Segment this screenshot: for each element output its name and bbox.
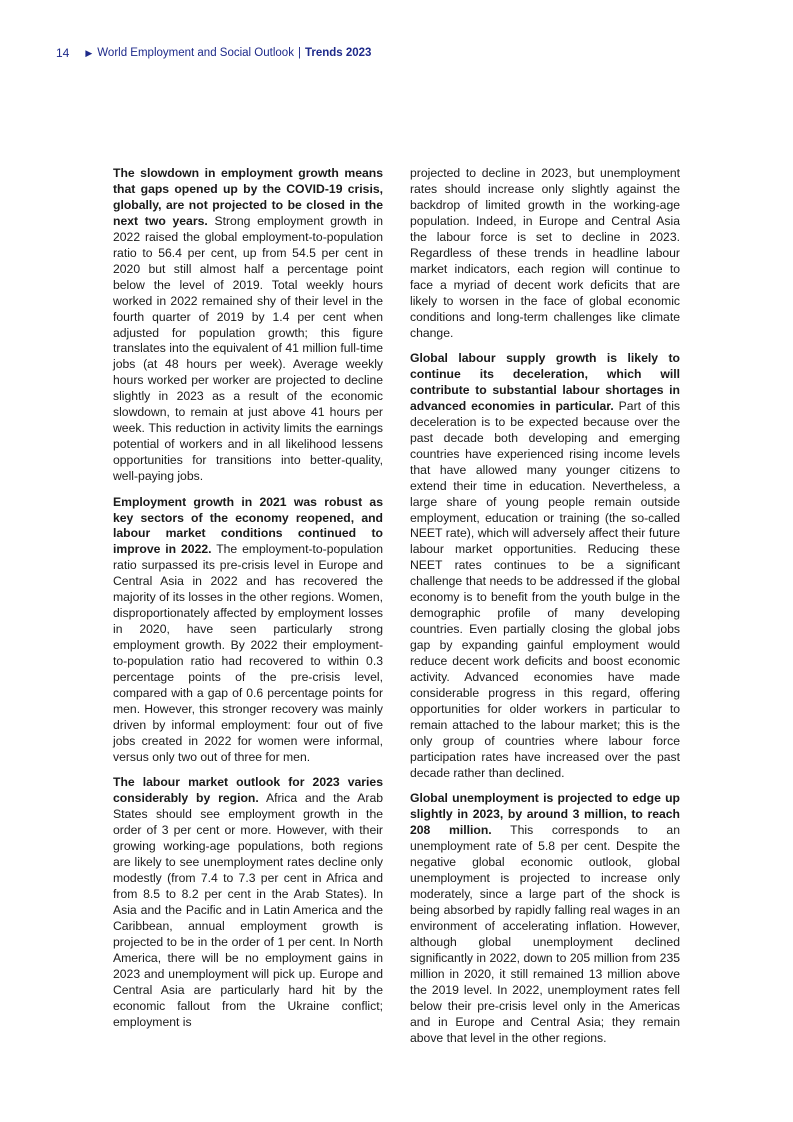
running-header [56,46,371,60]
paragraph-lead: The labour market outlook for 2023 varies considerably by region. [113,775,383,806]
series-title: World Employment and Social Outlook [97,47,294,59]
paragraph-lead: Global labour supply growth is likely to continue its deceleration, which will contribute to substantial labour shortages in advanced economies in particular. [410,350,680,413]
paragraph-body: Africa and the Arab States should see employment growth in the order of 3 per cent or more. However, with their growing working-age populations, both regions are likely to see unemployment rates decline only modestly (from 7.4 to 7.3 per cent in Africa and from 8.5 to 8.2 per cent in the Arab States). In Asia and the Pacific and in Latin America and the Caribbean, annual employment growth is projected to be in the order of 1 per cent. In North America, there will be no employment gains in 2023 and unemployment will pick up. Europe and Central Asia are particularly hard hit by the economic fallout from the Ukraine conflict; employment is [113,791,383,1029]
left-column [113,166,383,1040]
paragraph-labour-supply [410,351,680,782]
paragraph-body: Part of this deceleration is to be expected because over the past decade both developing and emerging countries have experienced rising income levels that have allowed many younger citizens to extend their time in education. Nevertheless, a large share of young people remain outside employment, education or training (the so-called NEET rate), which will adversely affect their future labour market opportunities. Reducing these NEET rates continues to be a significant challenge that needs to be addressed if the global economy is to benefit from the youth bulge in the demographic profile of many developing countries. Even partially closing the global jobs gap by expanding gainful employment would reduce decent work deficits and boost economic activity. Advanced economies have made considerable progress in this regard, offering opportunities for older workers in particular to remain attached to the labour market; this is the only group of countries where labour force participation rates have increased over the past decade rather than declined. [410,398,680,780]
play-arrow-icon: ▶ [85,48,93,58]
paragraph-body: Strong employment growth in 2022 raised the global employment-to-population ratio to 56.4 per cent, up from 54.5 per cent in 2020 but still almost half a percentage point below the level of 2019. Total weekly hours worked in 2022 remained shy of their level in the fourth quarter of 2019 by 1.4 per cent when adjusted for population growth; this figure translates into the equivalent of 41 million full-time jobs (at 48 hours per week). Average weekly hours worked per worker are projected to decline slightly in 2023 as a result of the economic slowdown, to remain at just above 41 hours per week. This reduction in activity limits the earnings potential of workers and in all likelihood lessens opportunities for transitions into better-quality, well-paying jobs. [113,213,383,484]
paragraph-employment-gaps [113,166,383,485]
paragraph-lead: Global unemployment is projected to edge up slightly in 2023, by around 3 million, to reach 208 million. [410,791,680,838]
paragraph-lead: The slowdown in employment growth means that gaps opened up by the COVID-19 crisis, globally, are not projected to be closed in the next two years. [113,166,383,228]
paragraph-regional-outlook [113,775,383,1030]
paragraph-regional-outlook-continued [410,166,680,341]
right-column [410,166,680,1056]
paragraph-body: The employment-to-population ratio surpassed its pre-crisis level in Europe and Central Asia in 2022 and has recovered the majority of its losses in the other regions. Women, disproportionately affected by employment losses in 2020, have seen particularly strong employment growth. By 2022 their employment-to-population ratio had recovered to within 0.3 percentage points of the pre-crisis level, compared with a gap of 0.6 percentage points for men. However, this stronger recovery was mainly driven by informal employment: four out of five jobs created in 2022 for women were informal, versus only two out of three for men. [113,542,383,764]
paragraph-employment-growth-2021 [113,495,383,766]
paragraph-body: projected to decline in 2023, but unemployment rates should increase only slightly against the backdrop of limited growth in the working-age population. Indeed, in Europe and Central Asia the labour force is set to decline in 2023. Regardless of these trends in headline labour market indicators, each region will continue to face a myriad of decent work deficits that are likely to worsen in the face of global economic conditions and long-term challenges like climate change. [410,166,680,340]
paragraph-body: This corresponds to an unemployment rate of 5.8 per cent. Despite the negative global economic outlook, global unemployment is projected to increase only moderately, since a large part of the shock is being absorbed by rapidly falling real wages in an environment of accelerating inflation. However, although global unemployment declined significantly in 2022, down to 205 million from 235 million in 2020, it still remained 13 million above the 2019 level. In 2022, unemployment rates fell below their pre-crisis level only in the Americas and in Europe and Central Asia; they remain above that level in the other regions. [410,823,680,1045]
paragraph-lead: Employment growth in 2021 was robust as key sectors of the economy reopened, and labour market conditions continued to improve in 2022. [113,494,383,557]
header-separator: | [297,47,301,59]
section-title: Trends 2023 [304,47,372,59]
paragraph-global-unemployment [410,791,680,1046]
page-number: 14 [56,46,70,60]
